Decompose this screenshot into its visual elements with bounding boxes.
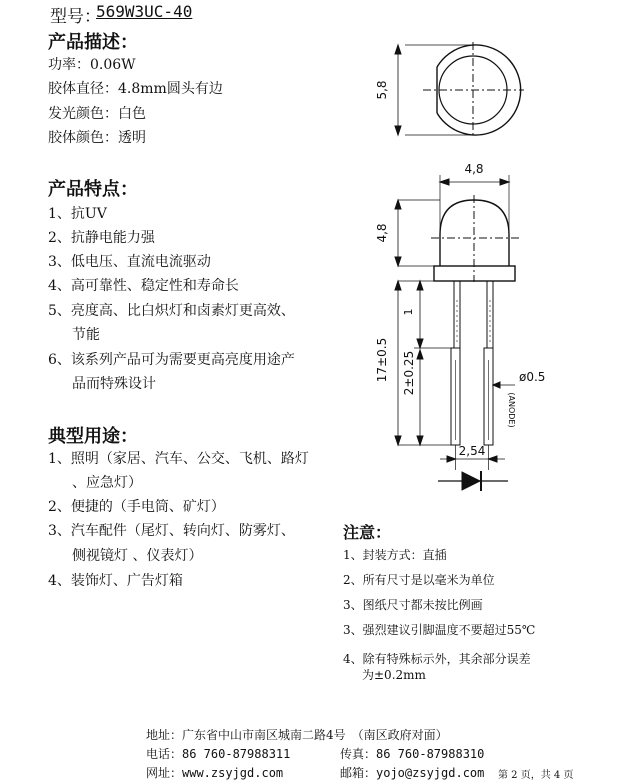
use-item: 4、装饰灯、广告灯箱 xyxy=(48,573,183,589)
top-view xyxy=(395,42,524,138)
spec-body-color: 胶体颜色：透明 xyxy=(48,130,146,146)
model-label: 型号： xyxy=(50,7,101,27)
feature-item: 5、亮度高、比白炽灯和卤素灯更高效、 xyxy=(48,303,295,319)
note-item: 3、强烈建议引脚温度不要超过55℃ xyxy=(343,623,536,637)
model-number: 569W3UC-40 xyxy=(96,2,193,21)
note-item: 4、除有特殊标示外，其余部分误差 xyxy=(343,652,531,666)
dim-total-length: 17±0.5 xyxy=(375,337,389,383)
dim-dome-height: 4,8 xyxy=(375,223,389,243)
footer-website: 网址：www.zsyjgd.com xyxy=(146,766,284,780)
feature-item: 1、抗UV xyxy=(48,206,107,222)
use-item: 2、便捷的（手电筒、矿灯） xyxy=(48,499,225,515)
dim-body-width: 4,8 xyxy=(464,162,484,176)
note-item: 2、所有尺寸是以毫米为单位 xyxy=(343,573,495,587)
dim-lead-diameter: ø0.5 xyxy=(519,370,546,384)
note-item: 3、图纸尺寸都未按比例画 xyxy=(343,598,483,612)
footer-phone: 电话：86 760-87988311 xyxy=(146,747,291,761)
use-item: 1、照明（家居、汽车、公交、飞机、路灯 xyxy=(48,451,309,467)
spec-emit-color: 发光颜色：白色 xyxy=(48,106,146,122)
anode-label: (ANODE) xyxy=(507,392,516,428)
note-item: 1、封装方式：直插 xyxy=(343,548,447,562)
feature-item-cont: 品而特殊设计 xyxy=(72,376,156,392)
feature-item: 2、抗静电能力强 xyxy=(48,230,155,246)
use-item-cont: 侧视镜灯 、仪表灯） xyxy=(72,548,203,564)
dim-lead-pitch: 2,54 xyxy=(458,444,486,458)
feature-item: 6、该系列产品可为需要更高亮度用途产 xyxy=(48,352,295,368)
footer-page-number: 第 2 页，共 4 页 xyxy=(498,770,574,781)
footer-address: 地址：广东省中山市南区城南二路4号 （南区政府对面） xyxy=(146,728,448,742)
footer-fax: 传真：86 760-87988310 xyxy=(340,747,485,761)
uses-heading: 典型用途： xyxy=(48,426,138,447)
features-heading: 产品特点： xyxy=(48,179,138,200)
use-item: 3、汽车配件（尾灯、转向灯、防雾灯、 xyxy=(48,523,295,539)
spec-power: 功率：0.06W xyxy=(48,57,136,73)
notes-heading: 注意： xyxy=(343,523,392,542)
dim-flange-gap: 1 xyxy=(402,308,415,316)
dim-lead-step: 2±0.25 xyxy=(402,350,416,396)
footer-email: 邮箱：yojo@zsyjgd.com xyxy=(340,766,485,780)
note-item-cont: 为±0.2mm xyxy=(362,668,426,682)
feature-item: 4、高可靠性、稳定性和寿命长 xyxy=(48,278,239,294)
use-item-cont: 、应急灯） xyxy=(72,475,142,491)
description-heading: 产品描述： xyxy=(48,32,138,53)
side-view xyxy=(395,175,520,491)
spec-diameter: 胶体直径：4.8mm圆头有边 xyxy=(48,81,223,97)
feature-item-cont: 节能 xyxy=(72,327,100,343)
feature-item: 3、低电压、直流电流驱动 xyxy=(48,254,211,270)
dim-top-diameter: 5,8 xyxy=(375,80,389,100)
